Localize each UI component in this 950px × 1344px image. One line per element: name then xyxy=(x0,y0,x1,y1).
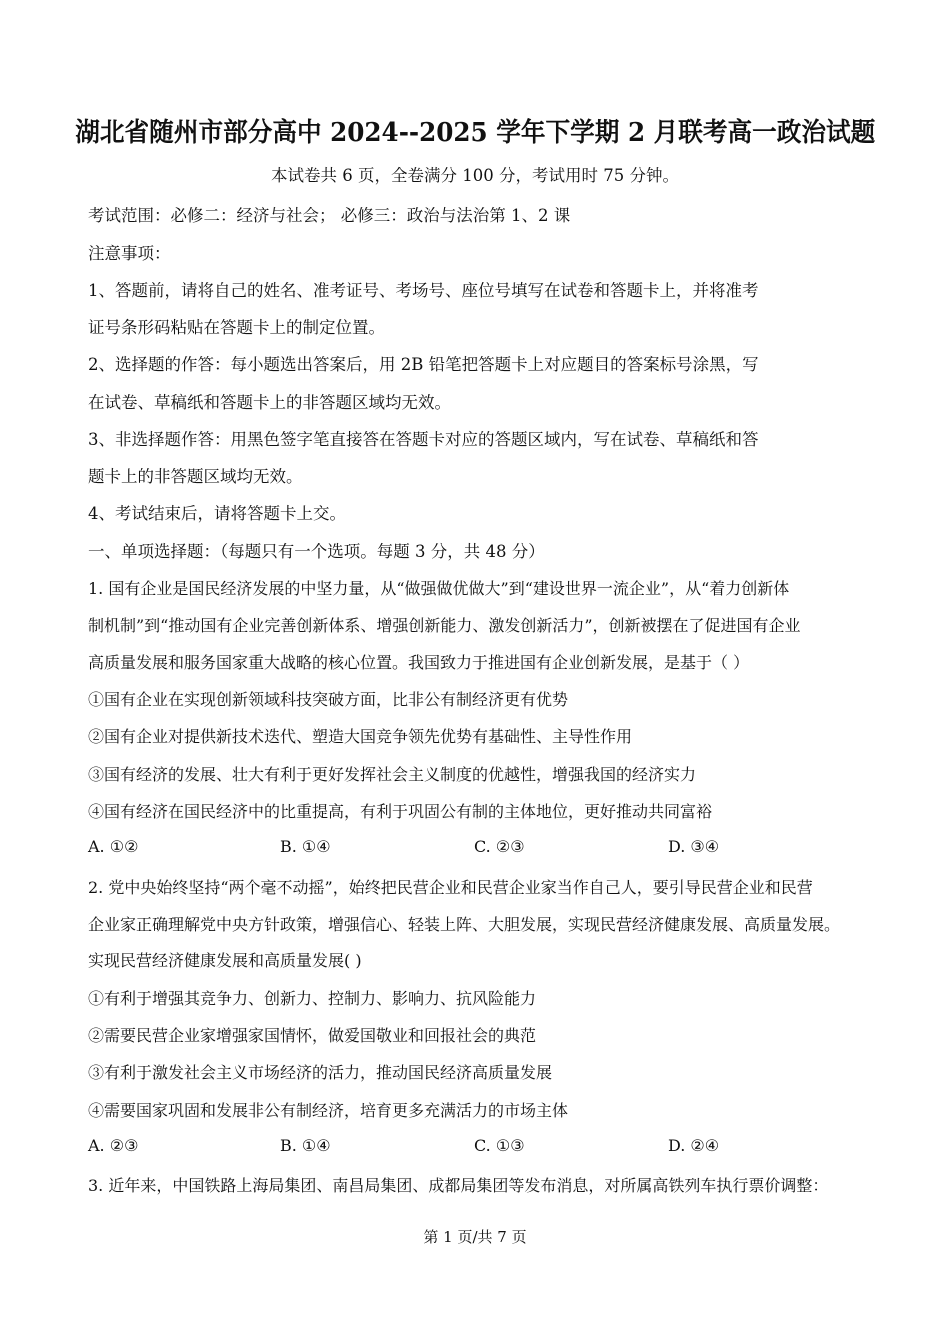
question-2-stem: 企业家正确理解党中央方针政策，增强信心、轻装上阵、大胆发展，实现民营经济健康发展、高质量发展。 xyxy=(88,915,841,934)
question-1-statement: ①国有企业在实现创新领域科技突破方面，比非公有制经济更有优势 xyxy=(88,690,569,709)
question-1-option-a: A. ①② xyxy=(88,837,139,856)
exam-scope: 考试范围：必修二：经济与社会； 必修三：政治与法治第 1、2 课 xyxy=(88,206,571,225)
notice-line: 在试卷、草稿纸和答题卡上的非答题区域均无效。 xyxy=(88,393,451,412)
notice-line: 证号条形码粘贴在答题卡上的制定位置。 xyxy=(88,318,385,337)
question-1-stem: 制机制”到“推动国有企业完善创新体系、增强创新能力、激发创新活力”，创新被摆在了促进国有企业 xyxy=(88,616,801,635)
exam-info: 本试卷共 6 页，全卷满分 100 分，考试用时 75 分钟。 xyxy=(271,166,679,185)
question-1-stem: 1. 国有企业是国民经济发展的中坚力量，从“做强做优做大”到“建设世界一流企业”，从“着力创新体 xyxy=(88,579,790,598)
question-2-statement: ①有利于增强其竞争力、创新力、控制力、影响力、抗风险能力 xyxy=(88,989,537,1008)
question-1-stem: 高质量发展和服务国家重大战略的核心位置。我国致力于推进国有企业创新发展，是基于（ ） xyxy=(88,653,750,672)
notice-line: 1、答题前，请将自己的姓名、准考证号、考场号、座位号填写在试卷和答题卡上，并将准考 xyxy=(88,281,759,300)
question-1-statement: ②国有企业对提供新技术迭代、塑造大国竞争领先优势有基础性、主导性作用 xyxy=(88,727,633,746)
section-heading: 一、单项选择题：（每题只有一个选项。每题 3 分，共 48 分） xyxy=(88,542,545,561)
notice-line: 2、选择题的作答：每小题选出答案后，用 2B 铅笔把答题卡上对应题目的答案标号涂黑，写 xyxy=(88,355,759,374)
question-1-statement: ③国有经济的发展、壮大有利于更好发挥社会主义制度的优越性，增强我国的经济实力 xyxy=(88,765,697,784)
notice-line: 3、非选择题作答：用黑色签字笔直接答在答题卡对应的答题区域内，写在试卷、草稿纸和答 xyxy=(88,430,759,449)
notice-line: 4、考试结束后，请将答题卡上交。 xyxy=(88,504,346,523)
question-2-statement: ③有利于激发社会主义市场经济的活力，推动国民经济高质量发展 xyxy=(88,1063,553,1082)
question-2-statement: ④需要国家巩固和发展非公有制经济，培育更多充满活力的市场主体 xyxy=(88,1101,569,1120)
question-2-option-b: B. ①④ xyxy=(280,1136,331,1155)
question-2-statement: ②需要民营企业家增强家国情怀，做爱国敬业和回报社会的典范 xyxy=(88,1026,537,1045)
question-1-option-b: B. ①④ xyxy=(280,837,331,856)
exam-title: 湖北省随州市部分高中 2024--2025 学年下学期 2 月联考高一政治试题 xyxy=(74,118,875,148)
question-2-option-c: C. ①③ xyxy=(474,1136,525,1155)
question-2-option-a: A. ②③ xyxy=(88,1136,139,1155)
notice-line: 题卡上的非答题区域均无效。 xyxy=(88,467,303,486)
question-2-stem: 2. 党中央始终坚持“两个毫不动摇”，始终把民营企业和民营企业家当作自己人，要引导民营企业和民营 xyxy=(88,878,813,897)
question-3-stem: 3. 近年来，中国铁路上海局集团、南昌局集团、成都局集团等发布消息，对所属高铁列车执行票价调整： xyxy=(88,1176,829,1195)
question-1-option-d: D. ③④ xyxy=(668,837,720,856)
question-1-option-c: C. ②③ xyxy=(474,837,525,856)
question-2-option-d: D. ②④ xyxy=(668,1136,720,1155)
page-footer: 第 1 页/共 7 页 xyxy=(423,1228,527,1246)
question-2-stem: 实现民营经济健康发展和高质量发展( ) xyxy=(88,951,362,970)
question-1-statement: ④国有经济在国民经济中的比重提高，有利于巩固公有制的主体地位，更好推动共同富裕 xyxy=(88,802,713,821)
notice-heading: 注意事项： xyxy=(88,244,171,263)
